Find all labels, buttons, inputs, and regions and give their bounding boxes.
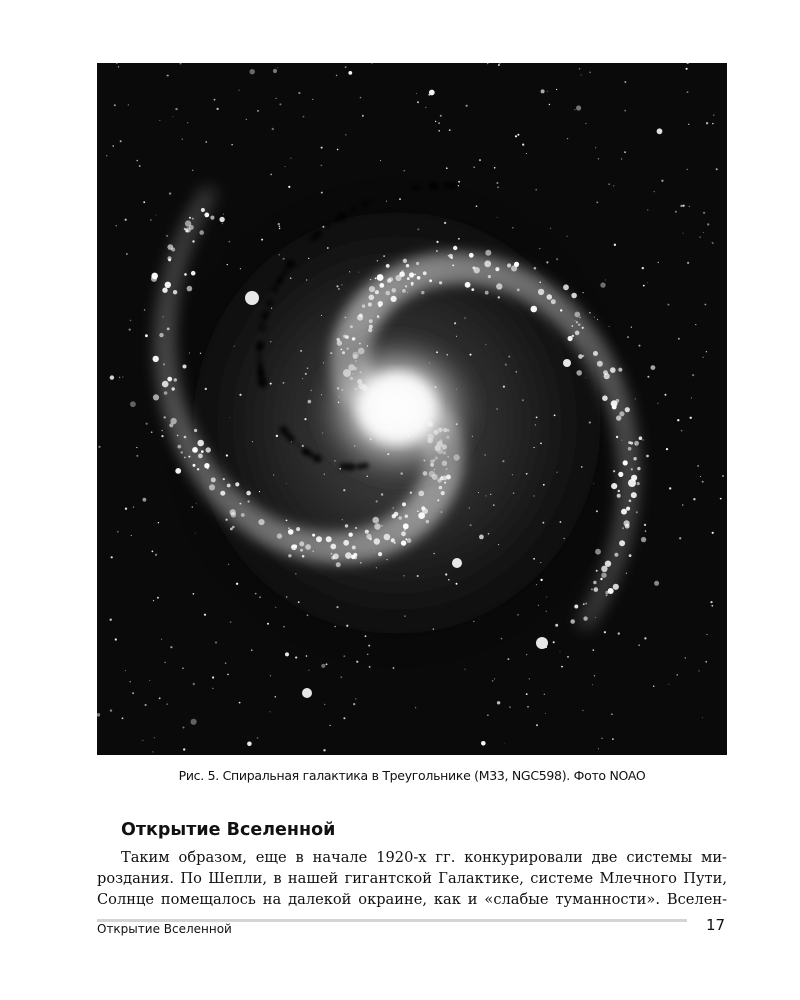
paragraph-line: Таким образом, еще в начале 1920-х гг. конкурировали две системы ми-	[121, 849, 727, 866]
body-paragraph	[97, 847, 727, 910]
page-number: 17	[706, 916, 726, 934]
section-heading: Открытие Вселенной	[121, 820, 336, 840]
running-head: Открытие Вселенной	[97, 922, 232, 936]
paragraph-line: Солнце помещалось на далекой окраине, как и «слабые туманности». Вселен-	[97, 891, 727, 908]
spiral-galaxy-photo	[97, 63, 727, 755]
figure-caption: Рис. 5. Спиральная галактика в Треугольнике (М33, NGC598). Фото NOAO	[178, 768, 646, 783]
paragraph-line: роздания. По Шепли, в нашей гигантской Галактике, системе Млечного Пути,	[97, 870, 727, 887]
galaxy-figure	[97, 63, 727, 755]
